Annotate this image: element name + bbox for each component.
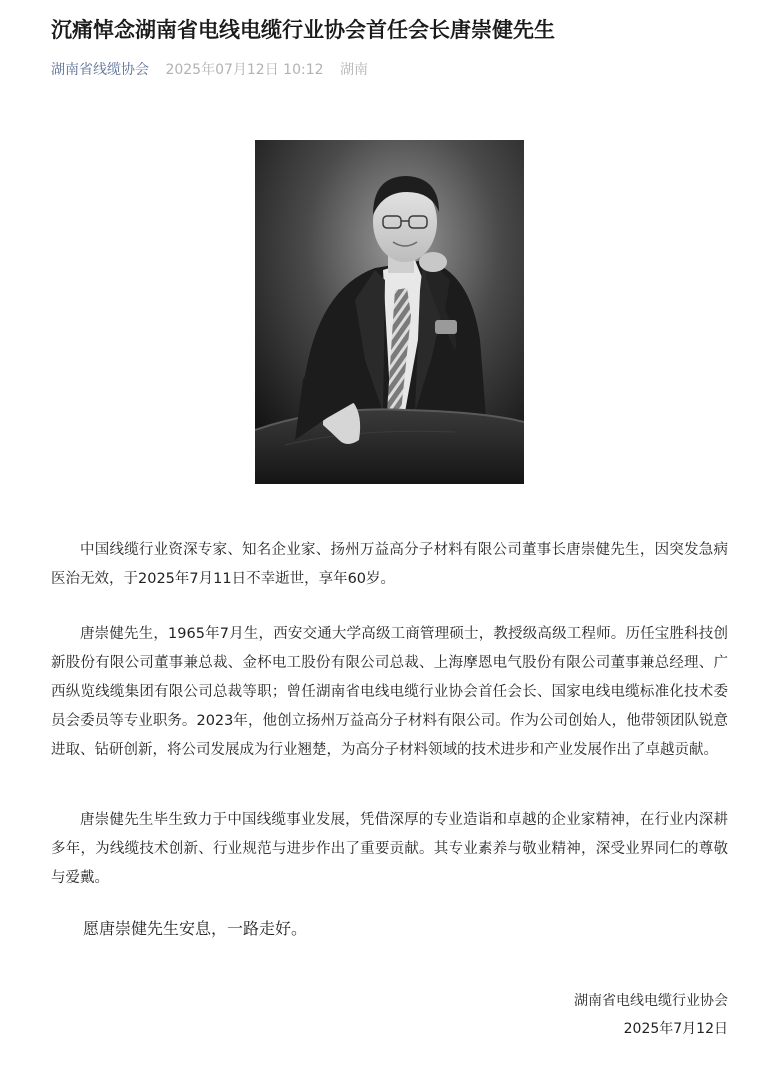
signature-organization: 湖南省电线电缆行业协会 [574,993,728,1009]
article-paragraph: 中国线缆行业资深专家、知名企业家、扬州万益高分子材料有限公司董事长唐崇健先生，因突发急病医治无效，于2025年7月11日不幸逝世，享年60岁。 [51,542,728,587]
farewell-line: 愿唐崇健先生安息，一路走好。 [83,919,308,938]
article-meta [51,59,368,81]
article-title: 沉痛悼念湖南省电线电缆行业协会首任会长唐崇健先生 [51,18,555,42]
portrait-photo[interactable] [255,140,524,484]
signature-block [574,987,728,1043]
article-paragraph: 唐崇健先生毕生致力于中国线缆事业发展，凭借深厚的专业造诣和卓越的企业家精神，在行业内深耕多年，为线缆技术创新、行业规范与进步作出了重要贡献。其专业素养与敬业精神，深受业界同仁的尊敬与爱戴。 [51,812,728,886]
signature-date: 2025年7月12日 [623,1021,728,1037]
portrait-image [255,140,524,484]
author-link[interactable]: 湖南省线缆协会 [51,62,149,78]
publish-time: 2025年07月12日 10:12 [165,62,324,78]
publish-location: 湖南 [339,62,368,78]
article-paragraph: 唐崇健先生，1965年7月生，西安交通大学高级工商管理硕士，教授级高级工程师。历任宝胜科技创新股份有限公司董事兼总裁、金杯电工股份有限公司总裁、上海摩恩电气股份有限公司董事兼总经理、广西纵览线缆集团有限公司总裁等职；曾任湖南省电线电缆行业协会首任会长、国家电线电缆标准化技术委员会委员等专业职务。2023年，他创立扬州万益高分子材料有限公司。作为公司创始人，他带领团队锐意进取、钻研创新，将公司发展成为行业翘楚，为高分子材料领域的技术进步和产业发展作出了卓越贡献。 [51,626,728,758]
